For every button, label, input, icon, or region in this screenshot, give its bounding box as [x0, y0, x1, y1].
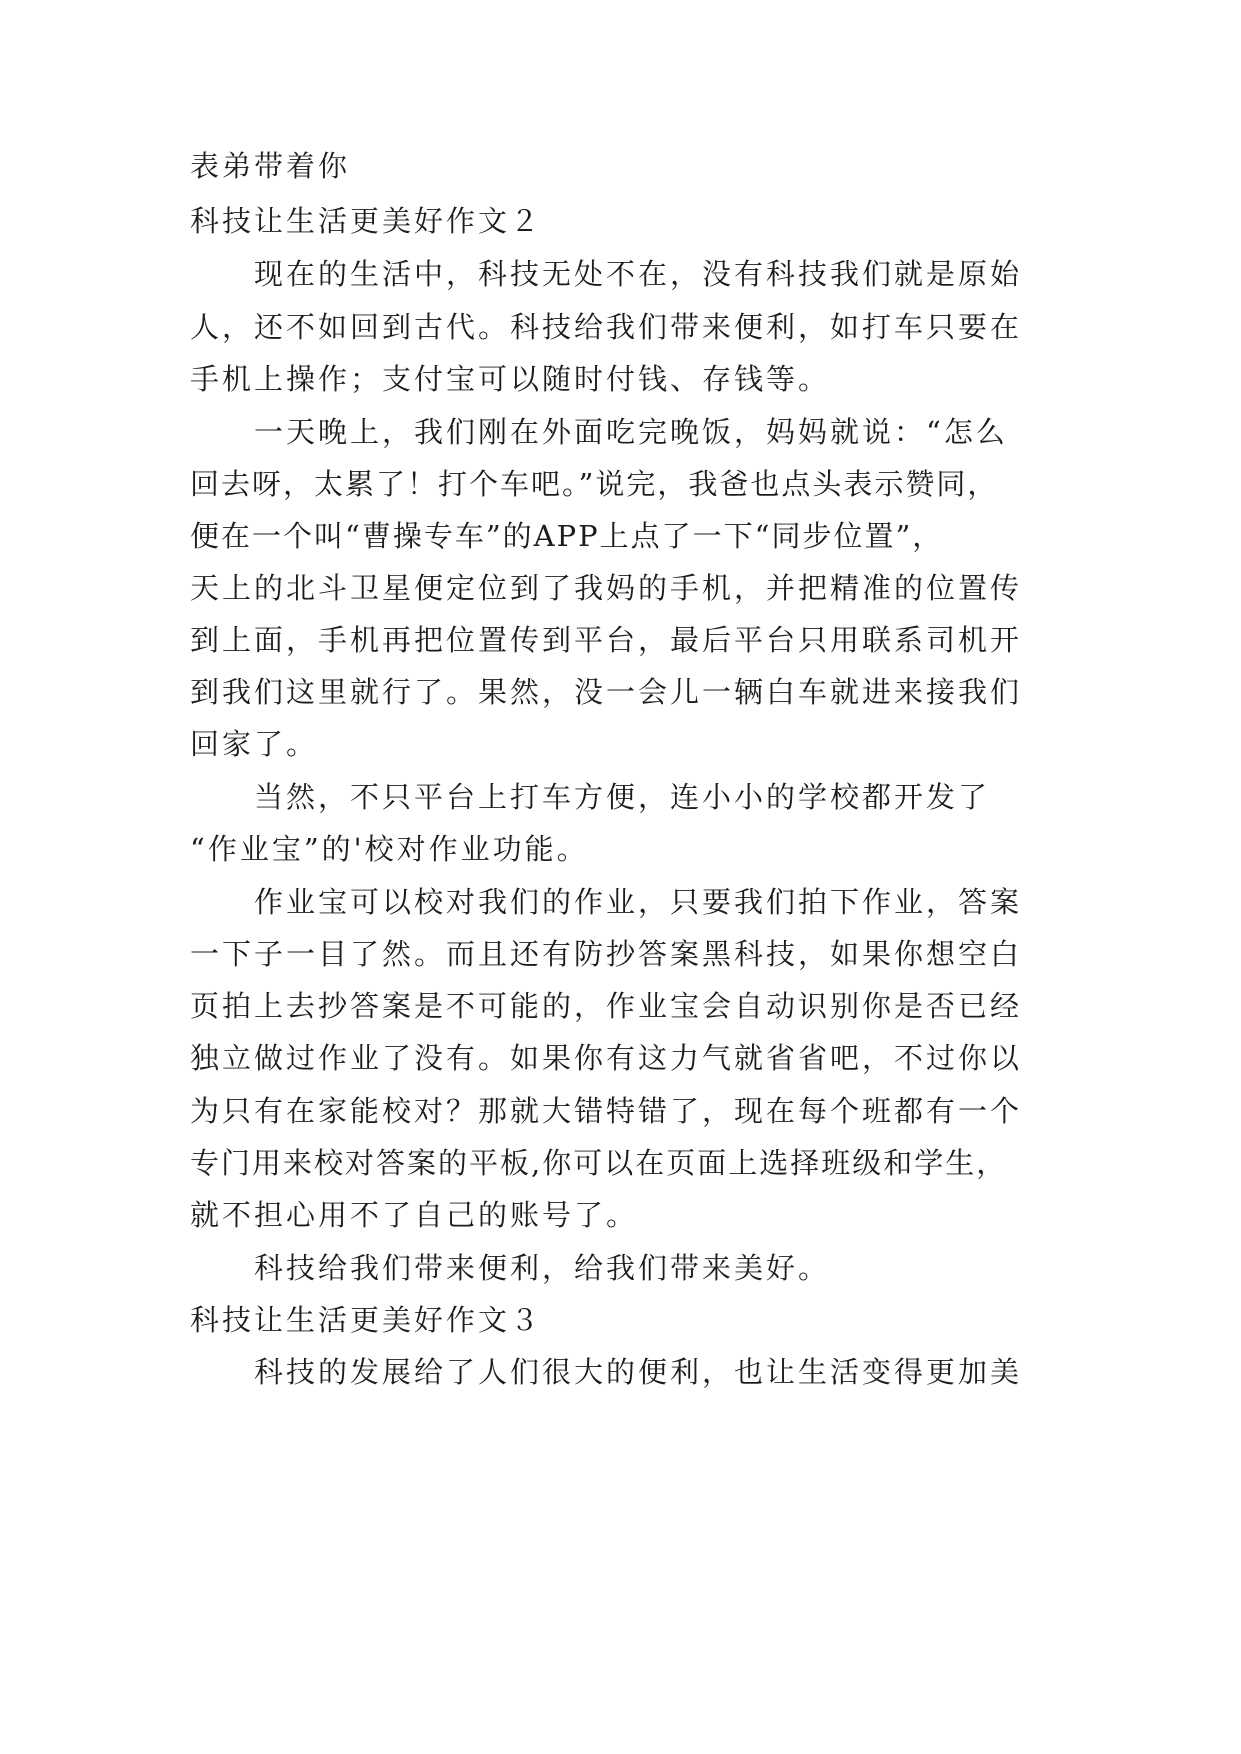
- paragraph-1-line-3: 手机上操作；支付宝可以随时付钱、存钱等。: [190, 362, 831, 396]
- paragraph-4-line-5: 为只有在家能校对？那就大错特错了，现在每个班都有一个: [190, 1094, 1023, 1128]
- paragraph-4-line-6: 专门用来校对答案的平板,你可以在页面上选择班级和学生，: [190, 1146, 1008, 1180]
- essay-heading-3: 科技让生活更美好作文３: [190, 1303, 543, 1337]
- paragraph-3-line-2: “作业宝”的'校对作业功能。: [190, 832, 589, 866]
- paragraph-3-line-1: 当然，不只平台上打车方便，连小小的学校都开发了: [254, 780, 991, 814]
- paragraph-1-line-1: 现在的生活中，科技无处不在，没有科技我们就是原始: [254, 257, 1023, 291]
- paragraph-2-line-1: 一天晚上，我们刚在外面吃完晚饭，妈妈就说：“怎么: [254, 415, 1008, 449]
- paragraph-2-line-3: 便在一个叫“曹操专车”的APP上点了一下“同步位置”，: [190, 519, 944, 553]
- paragraph-4-line-4: 独立做过作业了没有。如果你有这力气就省省吧，不过你以: [190, 1041, 1023, 1075]
- essay-heading-2: 科技让生活更美好作文２: [190, 204, 543, 238]
- paragraph-2-line-6: 到我们这里就行了。果然，没一会儿一辆白车就进来接我们: [190, 675, 1023, 709]
- paragraph-4-line-2: 一下子一目了然。而且还有防抄答案黑科技，如果你想空白: [190, 937, 1023, 971]
- text-line-continuation: 表弟带着你: [190, 149, 351, 183]
- paragraph-2-line-2: 回去呀，太累了！打个车吧。”说完，我爸也点头表示赞同，: [190, 467, 999, 501]
- paragraph-2-line-7: 回家了。: [190, 727, 319, 761]
- paragraph-5-line-1: 科技给我们带来便利，给我们带来美好。: [254, 1251, 831, 1285]
- paragraph-2-line-4: 天上的北斗卫星便定位到了我妈的手机，并把精准的位置传: [190, 571, 1023, 605]
- paragraph-1-line-2: 人，还不如回到古代。科技给我们带来便利，如打车只要在: [190, 310, 1023, 344]
- paragraph-4-line-7: 就不担心用不了自己的账号了。: [190, 1198, 639, 1232]
- paragraph-2-line-5: 到上面，手机再把位置传到平台，最后平台只用联系司机开: [190, 623, 1023, 657]
- paragraph-4-line-3: 页拍上去抄答案是不可能的，作业宝会自动识别你是否已经: [190, 989, 1023, 1023]
- paragraph-6-line-1: 科技的发展给了人们很大的便利，也让生活变得更加美: [254, 1355, 1023, 1389]
- paragraph-4-line-1: 作业宝可以校对我们的作业，只要我们拍下作业，答案: [254, 885, 1023, 919]
